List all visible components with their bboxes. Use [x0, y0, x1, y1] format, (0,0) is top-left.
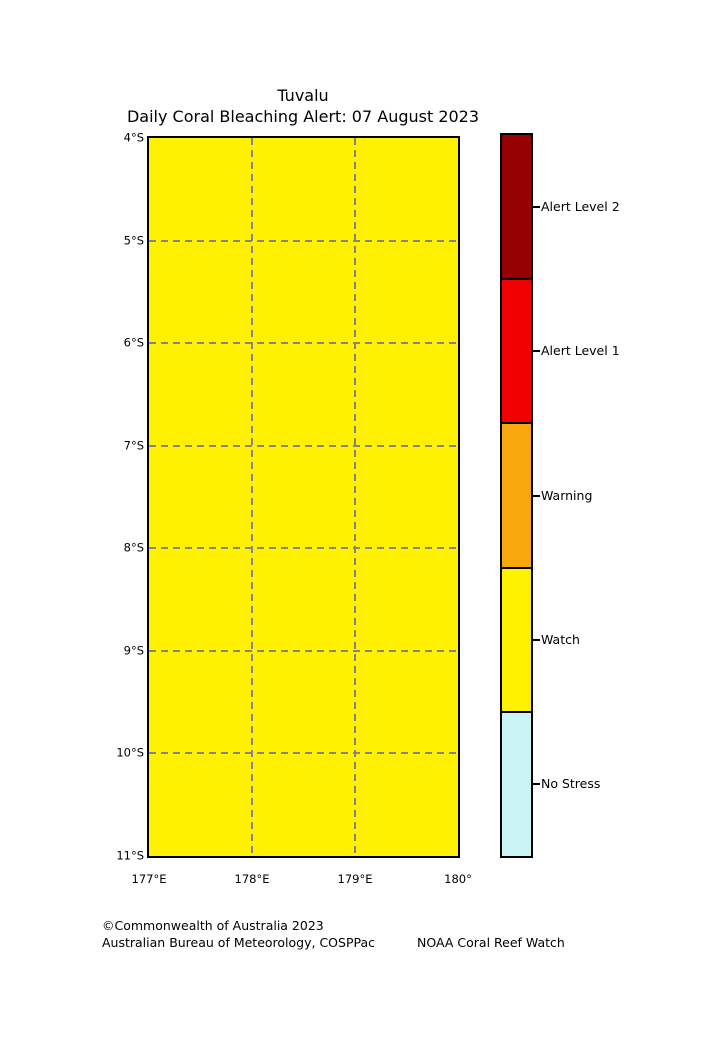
footer-attribution [102, 918, 375, 951]
title-block [127, 85, 479, 127]
legend-label: Alert Level 1 [541, 343, 620, 359]
noaa-credit: NOAA Coral Reef Watch [417, 935, 565, 950]
footer-line-bureau: Australian Bureau of Meteorology, COSPPac [102, 934, 375, 950]
chart-subtitle: Daily Coral Bleaching Alert: 07 August 2023 [126, 107, 480, 126]
legend-label: Alert Level 2 [541, 198, 620, 214]
latitude-gridline [149, 445, 458, 447]
legend-label: No Stress [541, 775, 601, 791]
x-tick-label: 178°E [234, 872, 270, 886]
latitude-gridline [149, 240, 458, 242]
legend-label: Watch [541, 631, 580, 647]
colorbar-legend [500, 133, 533, 858]
chart-title: Tuvalu [277, 86, 329, 105]
y-tick-label: 10°S [116, 745, 144, 760]
footer-line-copyright: ©Commonwealth of Australia 2023 [102, 918, 324, 933]
colorbar-segment-warning [502, 422, 531, 567]
y-tick-label: 11°S [116, 848, 144, 863]
legend-label: Warning [541, 487, 593, 503]
longitude-gridline [354, 138, 356, 856]
colorbar-segment-no-stress [502, 711, 531, 856]
latitude-gridline [149, 547, 458, 549]
x-tick-label: 180° [444, 872, 472, 886]
alert-map [147, 136, 460, 858]
x-tick-label: 179°E [337, 872, 373, 886]
y-tick-label: 4°S [123, 130, 144, 145]
y-tick-label: 9°S [123, 643, 144, 658]
colorbar-tick [533, 495, 540, 497]
colorbar-tick [533, 639, 540, 641]
x-tick-label: 177°E [131, 872, 167, 886]
y-tick-label: 6°S [123, 335, 144, 350]
colorbar-segment-alert-level-1 [502, 278, 531, 423]
y-tick-label: 5°S [123, 232, 144, 247]
colorbar-tick [533, 783, 540, 785]
colorbar-tick [533, 206, 540, 208]
longitude-gridline [251, 138, 253, 856]
latitude-gridline [149, 650, 458, 652]
latitude-gridline [149, 342, 458, 344]
colorbar-tick [533, 350, 540, 352]
latitude-gridline [149, 752, 458, 754]
y-tick-label: 7°S [123, 437, 144, 452]
colorbar-segment-watch [502, 567, 531, 712]
y-tick-label: 8°S [123, 540, 144, 555]
colorbar-segment-alert-level-2 [502, 135, 531, 278]
